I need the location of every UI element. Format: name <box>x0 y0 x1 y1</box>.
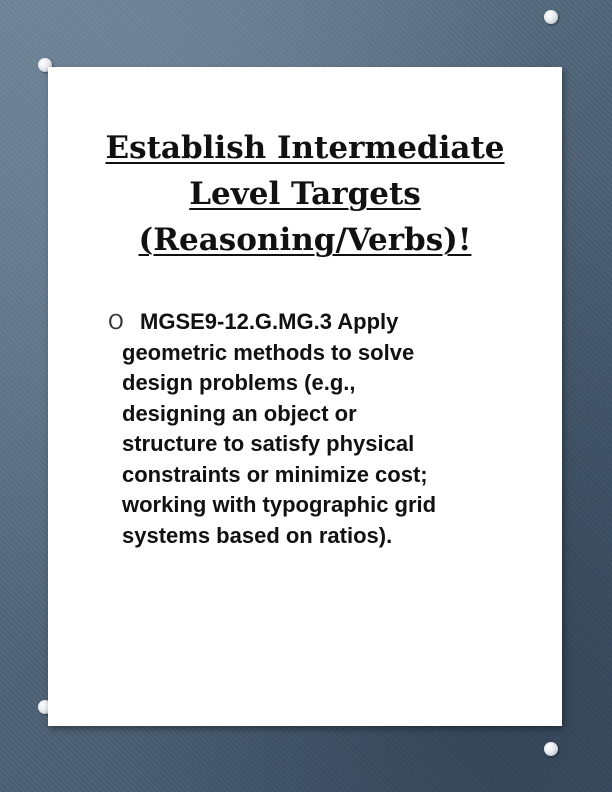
title-line: (Reasoning/Verbs)! <box>138 222 472 258</box>
bullet-text-line: designing an object or <box>122 400 357 426</box>
rivet-icon <box>544 10 558 24</box>
slide-card <box>48 67 562 726</box>
bullet-list <box>66 307 546 551</box>
bullet-text: MGSE9-12.G.MG.3 Apply <box>140 309 399 334</box>
bullet-text-line: constraints or minimize cost; <box>122 461 428 487</box>
bullet-text-line: systems based on ratios). <box>122 522 393 548</box>
title-line: Level Targets <box>189 176 421 212</box>
bullet-text-line: structure to satisfy physical <box>122 431 415 456</box>
slide-title <box>48 125 562 263</box>
title-line: Establish Intermediate <box>105 130 505 166</box>
bullet-text-line <box>84 307 546 338</box>
bullet-text-line: geometric methods to solve <box>122 339 415 365</box>
bullet-text-line: design problems (e.g., <box>122 370 356 395</box>
bullet-icon: O <box>108 310 124 334</box>
bullet-text-line: working with typographic grid <box>122 492 437 517</box>
rivet-icon <box>544 742 558 756</box>
list-item <box>66 307 546 551</box>
